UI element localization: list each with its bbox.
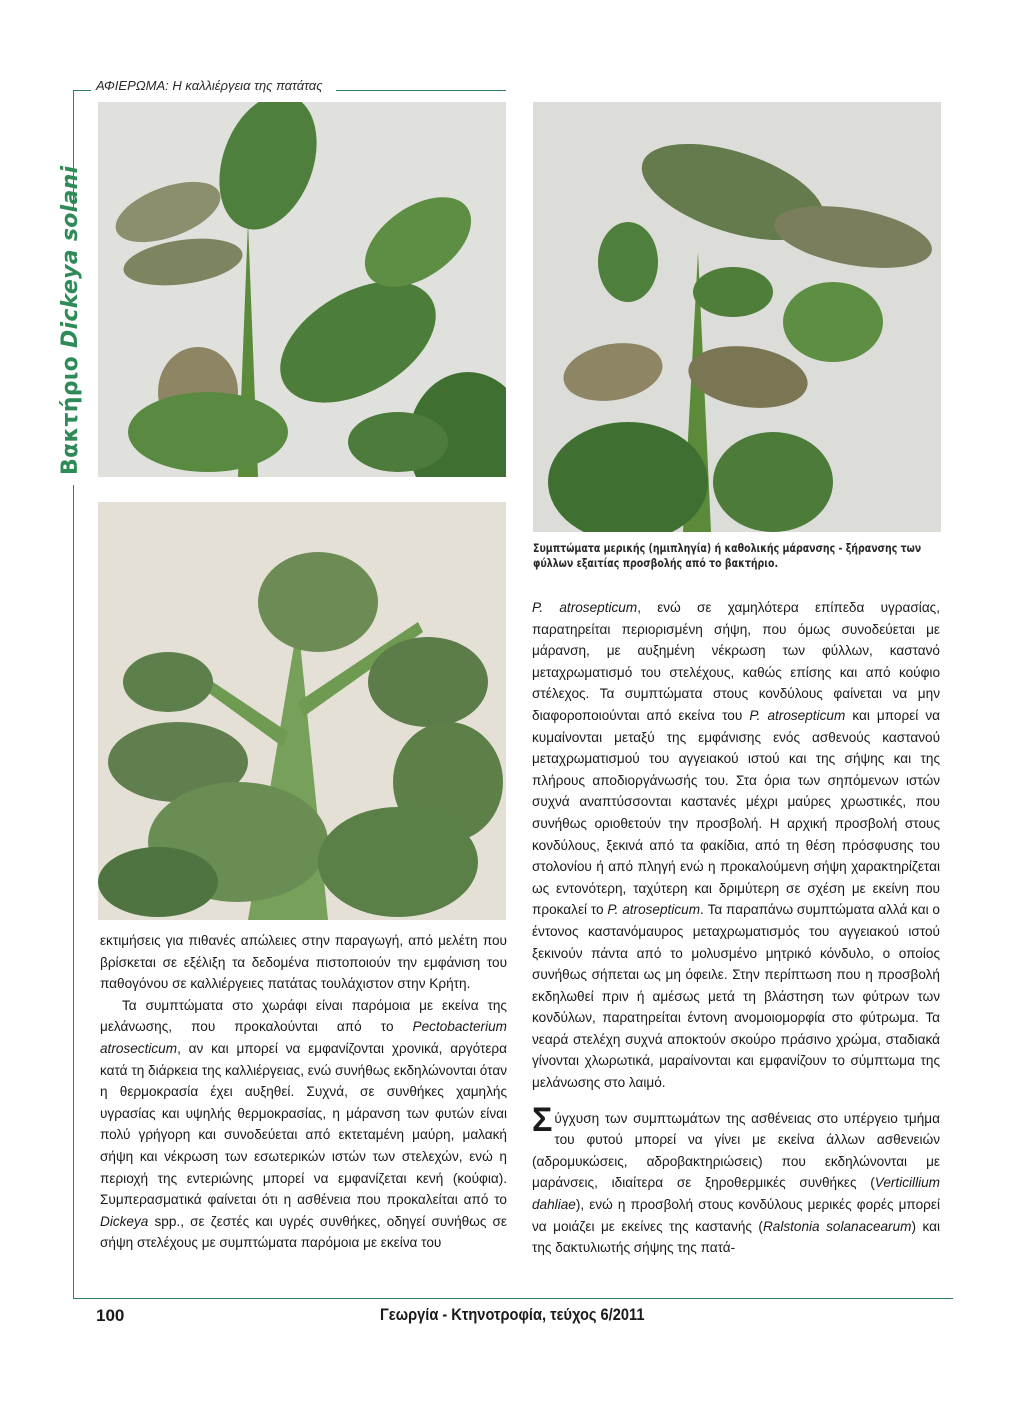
text-run: , ενώ σε χαμηλότερα επίπεδα υγρασίας, παρατηρείται περιορισμένη σήψη, που όμως συνοδεύεται με μάρανση, με αυξημένη νέκρωση των φύλλων, καστανό μεταχρωματισμό του στελέχους, καθώς επίσης και από κούφιο στέλεχος. Τα συμπτώματα στους κονδύλους φαίνεται να μην διαφοροποιούνται από εκείνα του — [532, 600, 941, 723]
drop-cap: Σ — [532, 1100, 553, 1139]
species-name: Ralstonia solanacearum — [762, 1218, 912, 1234]
text-run: και μπορεί να κυμαίνονται μεταξύ της εμφάνισης ενός ασθενούς καστανού μεταχρωματισμού του αγγειακού ιστού και της σήψης και της πλήρους αποδιοργάνωσής του. Στα όρια των σηπόμενων ιστών συχνά αναπτύσσονται καστανές μέχρι μαύρες χρωστικές, που συνήθως οριοθετούν την προσβολή. Η αρχική προσβολή στους κονδύλους, ξεκινά από τα φακίδια, από τη θέση πρόσφυσης του στολονίου ή από πληγή ενώ η προκαλούμενη σήψη χαρακτηρίζεται ως εντονότερη, ταχύτερη και δριμύτερη σε σχέση με εκείνη που προκαλεί το — [532, 707, 940, 918]
right-paragraph-2 — [532, 1100, 940, 1259]
header-rule-left — [73, 90, 91, 91]
side-title-species: Dickeya solani — [58, 165, 83, 348]
text-run: spp., σε ζεστές και υγρές συνθήκες, οδηγεί συνήθως σε σήψη στελέχους με συμπτώματα παρόμοια με εκείνα του — [100, 1213, 507, 1251]
species-name: Dickeya — [100, 1213, 149, 1229]
journal-title: Γεωργία - Κτηνοτροφία, τεύχος 6/2011 — [380, 1305, 645, 1324]
species-name: P. atrosepticum — [607, 902, 701, 918]
text-run: , αν και μπορεί να εμφανίζονται χρονικά, αργότερα κατά τη διάρκεια της καλλιέργειας, ενώ συνήθως εκδηλώνονται όταν η θερμοκρασία έχει αυξηθεί. Συχνά, σε συνθήκες χαμηλής υγρασίας και υψηλής θερμοκρασίας, η μάρανση των φυτών είναι πολύ γρήγορη και συνοδεύεται από εκτεταμένη μαύρη, μαλακή σήψη και νέκρωση των εσωτερικών ιστών των στελεχών, ενώ η περιοχή της εντεριώνης μπορεί να εμφανίζεται κενή (κούφια). Συμπερασματικά φαίνεται ότι η ασθένεια που προκαλείται από το — [100, 1040, 507, 1208]
section-side-title — [58, 166, 83, 475]
text-run: ύγχυση των συμπτωμάτων της ασθένειας στο υπέργειο τμήμα του φυτού μπορεί να γίνει με εκείνα άλλων ασθενειών (αδρομυκώσεις, αδροβακτηριώσεις) που εκδηλώνονται με μαράνσεις, ιδιαίτερα σε ξηροθερμικές συνθήκες ( — [532, 1110, 940, 1191]
species-name: P. atrosepticum — [749, 707, 846, 723]
left-paragraph-2 — [100, 995, 507, 1254]
text-run: Τα συμπτώματα στο χωράφι είναι παρόμοια με εκείνα της μελάνωσης, που προκαλούνται από το — [100, 997, 507, 1035]
photo-plant-top-left — [98, 102, 506, 477]
species-name: P. atrosepticum — [532, 600, 638, 615]
species-name: Verticillium dahliae — [532, 1175, 940, 1213]
text-run: ), ενώ η προσβολή στους κονδύλους μερικές φορές μπορεί να μοιάζει με εκείνες της καστανής ( — [532, 1197, 940, 1234]
running-head: ΑΦΙΕΡΩΜΑ: Η καλλιέργεια της πατάτας — [92, 78, 327, 93]
footer-rule — [73, 1298, 953, 1299]
left-paragraph-1: εκτιμήσεις για πιθανές απώλειες στην παραγωγή, από μελέτη που βρίσκεται σε εξέλιξη τα δεδομένα πιστοποιούν την εμφάνιση του παθογόνου σε καλλιέργειες πατάτας τουλάχιστον στην Κρήτη. — [100, 933, 507, 992]
figure-caption: Συμπτώματα μερικής (ημιπληγία) ή καθολικής μάρανσης - ξήρανσης των φύλλων εξαιτίας προσβολής από το βακτήριο. — [533, 541, 922, 570]
text-run: ) και της δακτυλιωτής σήψης της πατά- — [532, 1218, 940, 1256]
side-title-prefix: Βακτήριο — [58, 347, 83, 475]
header-rule-right — [336, 90, 506, 91]
species-name: Pectobacterium atrosecticum — [100, 1019, 507, 1056]
text-run: . Τα παραπάνω συμπτώματα αλλά και ο έντονος καστανόμαυρος μεταχρωματισμός του αγγειακού ιστού ξεκινούν πάντα από το μολυσμένο μητρικό κόνδυλο, ο οποίος συνήθως σήπεται ως μη όφειλε. Στην περίπτωση που η προσβολή εκδηλωθεί πριν ή αμέσως μετά τη βλάστηση των φύτρων των κονδύλων, παρατηρείται έντονη ανομοιομορφία στο φύτρωμα. Τα νεαρά στελέχη συχνά αποκτούν σκούρο πράσινο χρώμα, σταδιακά γίνονται χλωρωτικά, μαραίνονται και εμφανίζουν το σύμπτωμα της μελάνωσης στο λαιμό. — [532, 902, 940, 1091]
side-rule-bottom — [73, 485, 74, 1298]
page-number: 100 — [96, 1306, 125, 1325]
right-paragraph-1 — [532, 597, 940, 1094]
photo-plant-top-right — [533, 102, 941, 532]
left-text-column — [100, 930, 507, 1254]
right-text-column — [532, 597, 940, 1259]
photo-plant-bottom-left — [98, 502, 506, 920]
